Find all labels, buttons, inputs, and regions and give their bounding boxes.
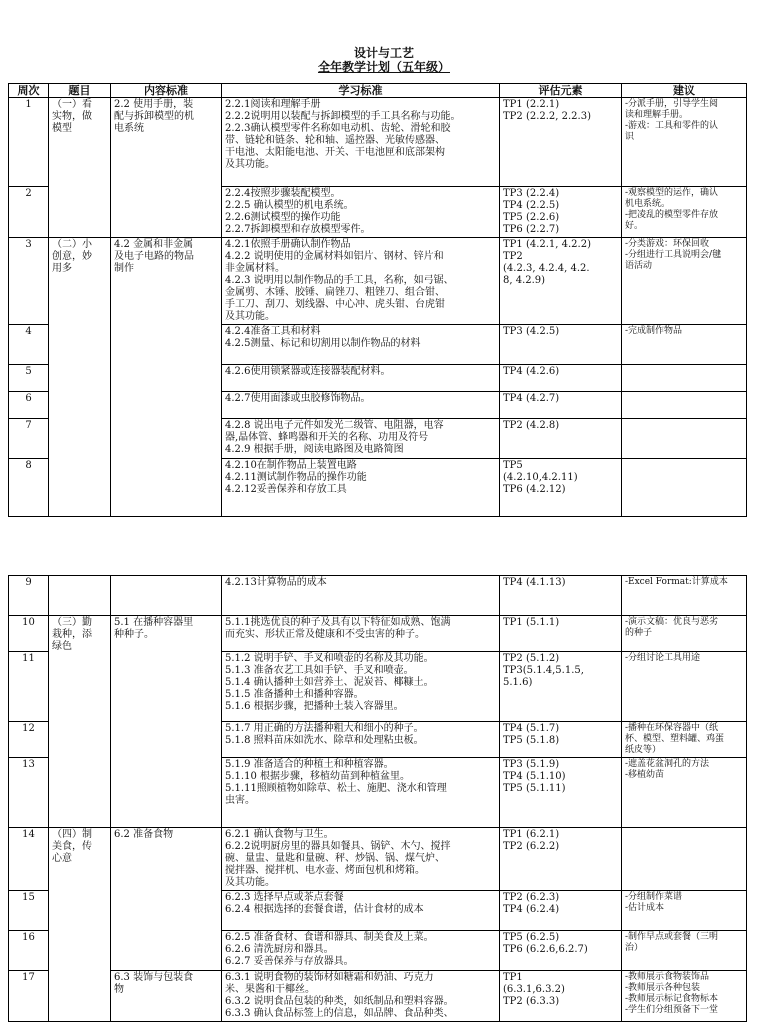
suggestion-cell-line: -Excel Format:计算成本 bbox=[625, 577, 728, 587]
suggestion-cell bbox=[622, 616, 747, 652]
topic-cell-line: （一）看 bbox=[52, 99, 92, 110]
suggestion-cell-line: 的种子 bbox=[625, 628, 653, 638]
learning-standard-cell-line: 及其功能。 bbox=[225, 311, 275, 322]
topic-cell bbox=[49, 576, 111, 616]
suggestion-cell-line: -播种在环保容器中（纸 bbox=[625, 723, 719, 733]
assessment-cell-line: (4.2.10,4.2.11) bbox=[503, 472, 578, 483]
learning-standard-cell-line: 5.1.9 准备适合的种植土和种植容器。 bbox=[225, 759, 394, 770]
table-row bbox=[9, 971, 747, 1022]
assessment-cell-line: 8, 4.2.9) bbox=[503, 275, 546, 286]
learning-standard-cell-line: 5.1.11照顾植物如除草、松土、施肥、浇水和管理 bbox=[225, 783, 447, 794]
learning-standard-cell bbox=[222, 325, 500, 365]
content-standard-cell bbox=[111, 98, 222, 238]
topic-cell-line: 绿色 bbox=[52, 641, 72, 652]
header-assessment: 评估元素 bbox=[500, 84, 622, 98]
topic-cell-line: （四）制 bbox=[52, 829, 92, 840]
topic-cell bbox=[49, 616, 111, 828]
table-row bbox=[9, 616, 747, 652]
assessment-cell-line: 5.1.6) bbox=[503, 677, 533, 688]
suggestion-cell bbox=[622, 931, 747, 971]
learning-standard-cell-line: 2.2.2说明用以装配与拆卸模型的手工具名称与功能。 bbox=[225, 111, 461, 122]
content-standard-cell bbox=[111, 576, 222, 616]
assessment-cell bbox=[500, 187, 622, 238]
learning-standard-cell-line: 6.2.5 准备食材、食谱和器具、制美食及上菜。 bbox=[225, 932, 434, 943]
suggestion-cell bbox=[622, 325, 747, 365]
table-row bbox=[9, 828, 747, 891]
learning-standard-cell-line: 2.2.6测试模型的操作功能 bbox=[225, 212, 341, 223]
learning-standard-cell-line: 搅拌器、搅拌机、电水壶、烤面包机和烤箱。 bbox=[225, 865, 425, 876]
learning-standard-cell-line: 虫害。 bbox=[225, 795, 255, 806]
learning-standard-cell-line: 6.2.1 确认食物与卫生。 bbox=[225, 829, 334, 840]
assessment-cell bbox=[500, 758, 622, 828]
suggestion-cell bbox=[622, 419, 747, 459]
learning-standard-cell bbox=[222, 365, 500, 392]
week-cell: 14 bbox=[9, 828, 49, 891]
learning-standard-cell-line: 4.2.9 根据手册，阅读电路图及电路简图 bbox=[225, 444, 404, 455]
assessment-cell-line: TP1 (5.1.1) bbox=[503, 617, 560, 628]
topic-cell-line: 实物，做 bbox=[52, 111, 92, 122]
week-cell: 4 bbox=[9, 325, 49, 365]
suggestion-cell bbox=[622, 238, 747, 325]
assessment-cell bbox=[500, 459, 622, 517]
learning-standard-cell-line: 2.2.5 确认模型的机电系统。 bbox=[225, 200, 354, 211]
learning-standard-cell-line: 5.1.6 根据步骤，把播种土装入容器里。 bbox=[225, 701, 404, 712]
learning-standard-cell bbox=[222, 652, 500, 722]
suggestion-cell bbox=[622, 758, 747, 828]
assessment-cell bbox=[500, 891, 622, 931]
assessment-cell-line: TP1 (6.2.1) bbox=[503, 829, 560, 840]
learning-standard-cell-line: 5.1.8 照料苗床如洗水、除草和处理粘虫板。 bbox=[225, 735, 424, 746]
content-standard-cell-line: 电系统 bbox=[114, 123, 144, 134]
assessment-cell-line: TP4 (5.1.10) bbox=[503, 771, 566, 782]
header-content-standard: 内容标准 bbox=[111, 84, 222, 98]
document-subtitle: 全年教学计划（五年级） bbox=[317, 60, 450, 74]
learning-standard-cell-line: 非金属材料。 bbox=[225, 263, 285, 274]
suggestion-cell bbox=[622, 98, 747, 187]
header-week: 周次 bbox=[9, 84, 49, 98]
assessment-cell-line: TP5 (5.1.8) bbox=[503, 735, 560, 746]
learning-standard-cell-line: 米、果酱和干椰丝。 bbox=[225, 984, 315, 995]
week-cell: 10 bbox=[9, 616, 49, 652]
assessment-cell bbox=[500, 971, 622, 1022]
learning-standard-cell-line: 4.2.1依照手册确认制作物品 bbox=[225, 239, 351, 250]
topic-cell-line: （三）勤 bbox=[52, 617, 92, 628]
learning-standard-cell-line: 6.3.2 说明食品包装的种类，如纸制品和塑料容器。 bbox=[225, 996, 454, 1007]
plan-table-part-2 bbox=[8, 575, 747, 1022]
table-header-row bbox=[9, 84, 747, 98]
content-standard-cell bbox=[111, 971, 222, 1022]
table-row bbox=[9, 576, 747, 616]
assessment-cell-line: TP4 (4.1.13) bbox=[503, 577, 566, 588]
assessment-cell-line: TP4 (4.2.6) bbox=[503, 366, 560, 377]
assessment-cell-line: TP3 (4.2.5) bbox=[503, 326, 560, 337]
learning-standard-cell-line: 5.1.3 准备农艺工具如手铲、手叉和喷壶。 bbox=[225, 665, 414, 676]
assessment-cell bbox=[500, 828, 622, 891]
suggestion-cell-line: -观察模型的运作，确认 bbox=[625, 188, 719, 198]
week-cell: 9 bbox=[9, 576, 49, 616]
suggestion-cell bbox=[622, 828, 747, 891]
table-row bbox=[9, 98, 747, 187]
learning-standard-cell-line: 6.2.3 选择早点或茶点套餐 bbox=[225, 892, 344, 903]
learning-standard-cell bbox=[222, 459, 500, 517]
content-standard-cell-line: 制作 bbox=[114, 263, 134, 274]
suggestion-cell bbox=[622, 722, 747, 758]
learning-standard-cell-line: 4.2.3 说明用以制作物品的手工具，名称，如弓锯、 bbox=[225, 275, 454, 286]
suggestion-cell bbox=[622, 652, 747, 722]
learning-standard-cell-line: 5.1.10 根据步骤，移植幼苗到种植盆里。 bbox=[225, 771, 410, 782]
learning-standard-cell-line: 金属剪、木锤、胶锤、扁锉刀、粗锉刀、组合钳、 bbox=[225, 287, 445, 298]
learning-standard-cell-line: 4.2.6使用锁紧器或连接器装配材料。 bbox=[225, 366, 391, 377]
topic-cell bbox=[49, 98, 111, 238]
week-cell: 5 bbox=[9, 365, 49, 392]
assessment-cell-line: TP2 (5.1.2) bbox=[503, 653, 560, 664]
suggestion-cell-line: 纸皮等） bbox=[625, 745, 662, 755]
assessment-cell-line: TP6 (2.2.7) bbox=[503, 224, 560, 235]
assessment-cell bbox=[500, 616, 622, 652]
assessment-cell-line: TP1 (2.2.1) bbox=[503, 99, 560, 110]
suggestion-cell-line: -分组进行工具说明会/毽 bbox=[625, 250, 722, 260]
learning-standard-cell-line: 及其功能。 bbox=[225, 877, 275, 888]
suggestion-cell-line: 机电系统。 bbox=[625, 199, 671, 209]
suggestion-cell-line: -把凌乱的模型零件存放 bbox=[625, 210, 719, 220]
learning-standard-cell-line: 2.2.7拆卸模型和存放模型零件。 bbox=[225, 224, 371, 235]
learning-standard-cell-line: 6.3.1 说明食物的装饰材如糖霜和奶油、巧克力 bbox=[225, 972, 434, 983]
topic-cell-line: 模型 bbox=[52, 123, 72, 134]
week-cell: 7 bbox=[9, 419, 49, 459]
suggestion-cell bbox=[622, 365, 747, 392]
learning-standard-cell bbox=[222, 931, 500, 971]
learning-standard-cell bbox=[222, 616, 500, 652]
suggestion-cell-line: 读和理解手册。 bbox=[625, 110, 689, 120]
suggestion-cell-line: 语活动 bbox=[625, 261, 653, 271]
learning-standard-cell-line: 4.2.10在制作物品上装置电路 bbox=[225, 460, 357, 471]
header-learning-standard: 学习标准 bbox=[222, 84, 500, 98]
suggestion-cell-line: -游戏：工具和零件的认 bbox=[625, 121, 719, 131]
assessment-cell-line: TP2 (6.2.2) bbox=[503, 841, 560, 852]
header-topic: 题目 bbox=[49, 84, 111, 98]
learning-standard-cell-line: 5.1.7 用正确的方法播种粗大和细小的种子。 bbox=[225, 723, 424, 734]
content-standard-cell bbox=[111, 238, 222, 517]
suggestion-cell bbox=[622, 392, 747, 419]
week-cell: 11 bbox=[9, 652, 49, 722]
learning-standard-cell-line: 5.1.4 确认播种土如营养土、泥炭苔、椰糠土。 bbox=[225, 677, 434, 688]
learning-standard-cell-line: 及其功能。 bbox=[225, 159, 275, 170]
learning-standard-cell-line: 4.2.7使用面漆或虫胶修饰物品。 bbox=[225, 393, 371, 404]
suggestion-cell-line: 好。 bbox=[625, 221, 644, 231]
suggestion-cell-line: 杯、模型、塑料罐、鸡蛋 bbox=[625, 734, 725, 744]
learning-standard-cell-line: 5.1.2 说明手铲、手叉和喷壶的名称及其功能。 bbox=[225, 653, 434, 664]
assessment-cell bbox=[500, 419, 622, 459]
topic-cell-line: 创意，妙 bbox=[52, 251, 92, 262]
assessment-cell bbox=[500, 238, 622, 325]
assessment-cell-line: TP2 bbox=[503, 251, 523, 262]
content-standard-cell-line: 5.1 在播种容器里 bbox=[114, 617, 194, 628]
content-standard-cell-line: 及电子电路的物品 bbox=[114, 251, 194, 262]
suggestion-cell-line: -分组制作菜谱 bbox=[625, 892, 683, 902]
learning-standard-cell-line: 5.1.5 准备播种土和播种容器。 bbox=[225, 689, 364, 700]
suggestion-cell-line: -分组讨论工具用途 bbox=[625, 653, 701, 663]
suggestion-cell-line: -移植幼苗 bbox=[625, 770, 665, 780]
assessment-cell bbox=[500, 576, 622, 616]
learning-standard-cell-line: 2.2.3确认模型零件名称如电动机、齿轮、滑轮和胶 bbox=[225, 123, 451, 134]
assessment-cell bbox=[500, 98, 622, 187]
week-cell: 17 bbox=[9, 971, 49, 1022]
assessment-cell-line: TP2 (6.2.3) bbox=[503, 892, 560, 903]
assessment-cell-line: TP2 (6.3.3) bbox=[503, 996, 560, 1007]
suggestion-cell bbox=[622, 576, 747, 616]
assessment-cell-line: TP4 (6.2.4) bbox=[503, 904, 560, 915]
suggestion-cell bbox=[622, 187, 747, 238]
suggestion-cell-line: -演示文稿：优良与恶劣 bbox=[625, 617, 719, 627]
learning-standard-cell bbox=[222, 238, 500, 325]
learning-standard-cell bbox=[222, 98, 500, 187]
assessment-cell-line: TP5 bbox=[503, 460, 523, 471]
week-cell: 6 bbox=[9, 392, 49, 419]
assessment-cell-line: TP3 (5.1.9) bbox=[503, 759, 560, 770]
learning-standard-cell bbox=[222, 891, 500, 931]
assessment-cell bbox=[500, 325, 622, 365]
learning-standard-cell-line: 4.2.4准备工具和材料 bbox=[225, 326, 321, 337]
content-standard-cell-line: 种种子。 bbox=[114, 629, 154, 640]
suggestion-cell-line: -分类游戏：环保回收 bbox=[625, 239, 710, 249]
content-standard-cell-line: 4.2 金属和非金属 bbox=[114, 239, 194, 250]
assessment-cell-line: TP5 (6.2.5) bbox=[503, 932, 560, 943]
suggestion-cell-line: -完成制作物品 bbox=[625, 326, 683, 336]
table-row bbox=[9, 238, 747, 325]
learning-standard-cell-line: 2.2.1阅读和理解手册 bbox=[225, 99, 321, 110]
learning-standard-cell-line: 4.2.11测试制作物品的操作功能 bbox=[225, 472, 367, 483]
learning-standard-cell-line: 4.2.13计算物品的成本 bbox=[225, 577, 327, 588]
content-standard-cell bbox=[111, 828, 222, 971]
content-standard-cell bbox=[111, 616, 222, 828]
topic-cell-line: 美食，传 bbox=[52, 841, 92, 852]
learning-standard-cell bbox=[222, 392, 500, 419]
assessment-cell-line: TP1 bbox=[503, 972, 523, 983]
suggestion-cell bbox=[622, 971, 747, 1022]
learning-standard-cell-line: 带、链轮和链条、轮和轴、遥控器、光敏传感器、 bbox=[225, 135, 445, 146]
suggestion-cell-line: -制作早点或套餐（三明 bbox=[625, 932, 719, 942]
assessment-cell bbox=[500, 652, 622, 722]
learning-standard-cell-line: 4.2.5测量、标记和切割用以制作物品的材料 bbox=[225, 338, 421, 349]
learning-standard-cell-line: 手工刀、刮刀、划线器、中心冲、虎头钳、台虎钳 bbox=[225, 299, 445, 310]
topic-cell bbox=[49, 238, 111, 517]
content-standard-cell-line: 物 bbox=[114, 984, 124, 995]
learning-standard-cell bbox=[222, 758, 500, 828]
plan-table-part-1 bbox=[8, 83, 747, 517]
topic-cell-line: 用多 bbox=[52, 263, 72, 274]
learning-standard-cell-line: 5.1.1挑选优良的种子及具有以下特征如成熟、饱满 bbox=[225, 617, 451, 628]
learning-standard-cell-line: 6.2.7 妥善保养与存放器具。 bbox=[225, 956, 354, 967]
assessment-cell bbox=[500, 931, 622, 971]
assessment-cell-line: TP4 (4.2.7) bbox=[503, 393, 560, 404]
learning-standard-cell-line: 6.3.3 确认食品标签上的信息，如品牌、食品种类、 bbox=[225, 1008, 454, 1019]
suggestion-cell-line: -教师展示标记食物标本 bbox=[625, 994, 719, 1004]
week-cell: 12 bbox=[9, 722, 49, 758]
assessment-cell-line: TP3(5.1.4,5.1.5, bbox=[503, 665, 584, 676]
learning-standard-cell-line: 而充实、形状正常及健康和不受虫害的种子。 bbox=[225, 629, 425, 640]
assessment-cell-line: TP6 (6.2.6,6.2.7) bbox=[503, 944, 588, 955]
assessment-cell-line: TP2 (4.2.8) bbox=[503, 420, 560, 431]
learning-standard-cell-line: 2.2.4按照步骤装配模型。 bbox=[225, 188, 341, 199]
assessment-cell-line: (4.2.3, 4.2.4, 4.2. bbox=[503, 263, 590, 274]
week-cell: 15 bbox=[9, 891, 49, 931]
assessment-cell-line: TP2 (2.2.2, 2.2.3) bbox=[503, 111, 591, 122]
week-cell: 16 bbox=[9, 931, 49, 971]
week-cell: 1 bbox=[9, 98, 49, 187]
suggestion-cell bbox=[622, 459, 747, 517]
content-standard-cell-line: 6.3 装饰与包装食 bbox=[114, 972, 194, 983]
topic-cell-line: 栽种，添 bbox=[52, 629, 92, 640]
assessment-cell-line: TP3 (2.2.4) bbox=[503, 188, 560, 199]
suggestion-cell-line: -分派手册，引导学生阅 bbox=[625, 99, 719, 109]
week-cell: 3 bbox=[9, 238, 49, 325]
assessment-cell-line: TP4 (2.2.5) bbox=[503, 200, 560, 211]
learning-standard-cell bbox=[222, 722, 500, 758]
learning-standard-cell bbox=[222, 971, 500, 1022]
week-cell: 2 bbox=[9, 187, 49, 238]
learning-standard-cell-line: 4.2.2 说明使用的金属材料如铝片、钢材、锌片和 bbox=[225, 251, 444, 262]
assessment-cell-line: TP4 (5.1.7) bbox=[503, 723, 560, 734]
suggestion-cell-line: -教师展示各种包装 bbox=[625, 983, 701, 993]
assessment-cell-line: TP5 (5.1.11) bbox=[503, 783, 566, 794]
topic-cell bbox=[49, 828, 111, 1022]
assessment-cell-line: (6.3.1,6.3.2) bbox=[503, 984, 565, 995]
week-cell: 8 bbox=[9, 459, 49, 517]
topic-cell-line: （二）小 bbox=[52, 239, 92, 250]
document-title: 设计与工艺 bbox=[353, 46, 414, 60]
learning-standard-cell bbox=[222, 828, 500, 891]
learning-standard-cell bbox=[222, 576, 500, 616]
suggestion-cell-line: -遮盖花盆洞孔的方法 bbox=[625, 759, 710, 769]
learning-standard-cell-line: 4.2.12妥善保养和存放工具 bbox=[225, 484, 347, 495]
learning-standard-cell bbox=[222, 187, 500, 238]
suggestion-cell-line: -教师展示食物装饰品 bbox=[625, 972, 710, 982]
learning-standard-cell-line: 碗、量盅、量匙和量碗、秤、炒锅、锅、煤气炉、 bbox=[225, 853, 445, 864]
topic-cell-line: 心意 bbox=[52, 853, 72, 864]
suggestion-cell-line: -学生们分组预备下一堂 bbox=[625, 1005, 719, 1015]
suggestion-cell bbox=[622, 891, 747, 931]
content-standard-cell-line: 2.2 使用手册，装 bbox=[114, 99, 194, 110]
suggestion-cell-line: 识 bbox=[625, 132, 635, 142]
assessment-cell-line: TP1 (4.2.1, 4.2.2) bbox=[503, 239, 591, 250]
assessment-cell bbox=[500, 365, 622, 392]
content-standard-cell-line: 配与拆卸模型的机 bbox=[114, 111, 194, 122]
learning-standard-cell-line: 6.2.2说明厨房里的器具如餐具、锅铲、木勺、搅拌 bbox=[225, 841, 451, 852]
content-standard-cell-line: 6.2 准备食物 bbox=[114, 829, 174, 840]
suggestion-cell-line: -估计成本 bbox=[625, 903, 665, 913]
learning-standard-cell-line: 6.2.4 根据选择的套餐食谱，估计食材的成本 bbox=[225, 904, 424, 915]
learning-standard-cell bbox=[222, 419, 500, 459]
learning-standard-cell-line: 4.2.8 说出电子元件如发光二级管、电阻器，电容 bbox=[225, 420, 444, 431]
learning-standard-cell-line: 干电池、太阳能电池、开关、干电池匣和底部架构 bbox=[225, 147, 445, 158]
assessment-cell-line: TP5 (2.2.6) bbox=[503, 212, 560, 223]
week-cell: 13 bbox=[9, 758, 49, 828]
assessment-cell bbox=[500, 392, 622, 419]
header-suggestion: 建议 bbox=[622, 84, 747, 98]
learning-standard-cell-line: 6.2.6 清洗厨房和器具。 bbox=[225, 944, 334, 955]
suggestion-cell-line: 治） bbox=[625, 943, 644, 953]
assessment-cell bbox=[500, 722, 622, 758]
learning-standard-cell-line: 器,晶体管、蜂鸣器和开关的名称、功用及符号 bbox=[225, 432, 429, 443]
assessment-cell-line: TP6 (4.2.12) bbox=[503, 484, 566, 495]
